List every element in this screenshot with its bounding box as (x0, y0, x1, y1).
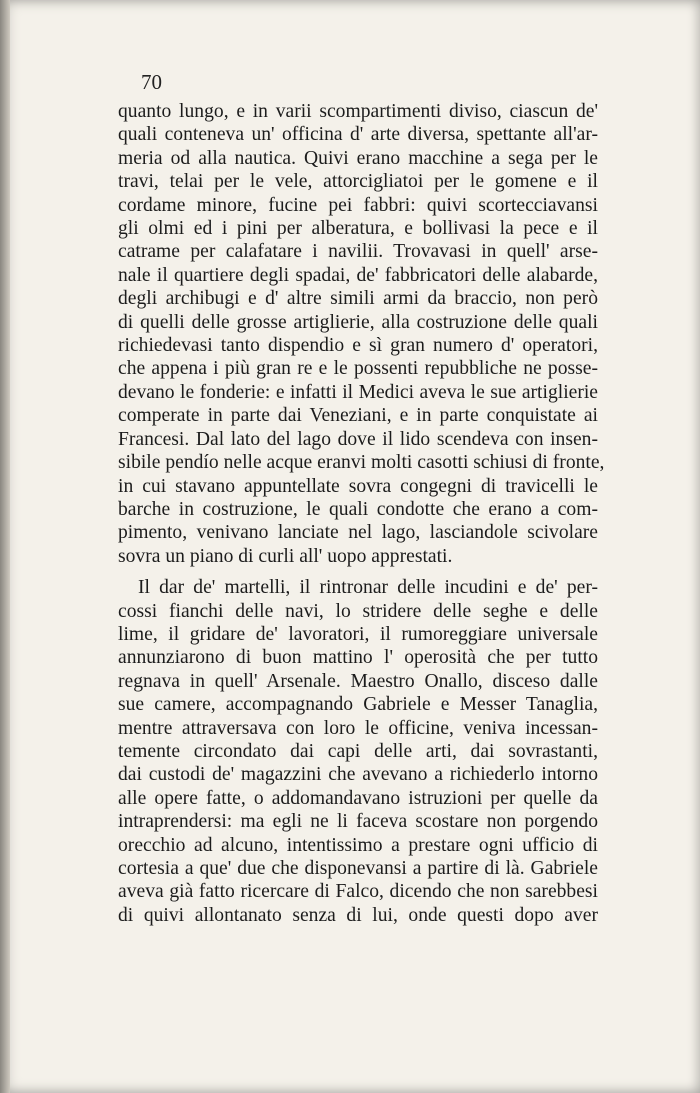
paragraph-1 (118, 100, 605, 568)
text-line: cortesia a que' due che disponevansi a partire di là. Gabriele (118, 858, 598, 879)
text-line: degli archibugi e d' altre simili armi da braccio, non però (118, 288, 598, 310)
text-line: meria od alla nautica. Quivi erano macchine a sega per le (118, 147, 598, 169)
text-line: dai custodi de' magazzini che avevano a richiederlo intorno (118, 764, 598, 786)
text-line: devano le fonderie: e infatti il Medici aveva le sue artiglierie (118, 381, 598, 403)
text-line: sue camere, accompagnando Gabriele e Messer Tanaglia, (118, 694, 598, 716)
text-line: Il dar de' martelli, il rintronar delle incudini e de' per- (138, 577, 598, 599)
text-line: travi, telai per le vele, attorcigliatoi per le gomene e il (118, 171, 598, 193)
text-line: quanto lungo, e in varii scompartimenti diviso, ciascun de' (118, 101, 598, 122)
text-line: cossi fianchi delle navi, lo stridere delle seghe e delle (118, 600, 598, 622)
text-line: quali conteneva un' officina d' arte diversa, spettante all'ar- (118, 124, 598, 146)
text-line: di quelli delle grosse artiglierie, alla costruzione delle quali (118, 311, 598, 333)
text-line: catrame per calafatare i navilii. Trovavasi in quell' arse- (118, 241, 598, 263)
text-line: Francesi. Dal lato del lago dove il lido scendeva con insen- (118, 428, 598, 450)
text-line: che appena i più gran re e le possenti repubbliche ne posse- (118, 358, 598, 380)
text-line: alle opere fatte, o addomandavano istruzioni per quelle da (118, 787, 598, 809)
text-line: in cui stavano appuntellate sovra congegni di travicelli le (118, 475, 598, 497)
text-line: temente circondato dai capi delle arti, dai sovrastanti, (118, 740, 598, 762)
text-line: gli olmi ed i pini per alberatura, e bollivasi la pece e il (118, 218, 598, 240)
text-line: intraprendersi: ma egli ne li faceva scostare non porgendo (118, 811, 598, 833)
text-line: orecchio ad alcuno, intentissimo a prestare ogni ufficio di (118, 834, 598, 856)
text-line: regnava in quell' Arsenale. Maestro Onallo, disceso dalle (118, 670, 598, 692)
text-line: comperate in parte dai Veneziani, e in parte conquistate ai (118, 405, 598, 427)
text-line: di quivi allontanato senza di lui, onde questi dopo aver (118, 904, 598, 926)
text-line: mentre attraversava con loro le officine, veniva incessan- (118, 717, 598, 739)
page-gutter-shadow (0, 0, 10, 1093)
text-line: nale il quartiere degli spadai, de' fabbricatori delle alabarde, (118, 264, 598, 286)
body-text (118, 100, 605, 927)
text-line: annunziarono di buon mattino l' operosità che per tutto (118, 647, 598, 669)
text-line: barche in costruzione, le quali condotte che erano a com- (118, 498, 598, 520)
text-line: richiedevasi tanto dispendio e sì gran numero d' operatori, (118, 335, 598, 357)
text-line: pimento, venivano lanciate nel lago, lasciandole scivolare (118, 522, 598, 544)
page-number: 70 (141, 70, 162, 94)
text-line: aveva già fatto ricercare di Falco, dicendo che non sarebbesi (118, 881, 598, 903)
text-line: lime, il gridare de' lavoratori, il rumoreggiare universale (118, 623, 598, 645)
text-line: sovra un piano di curli all' uopo apprestati. (118, 545, 453, 567)
text-line: sibile pendío nelle acque eranvi molti casotti schiusi di fronte, (118, 452, 605, 474)
text-line: cordame minore, fucine pei fabbri: quivi scortecciavansi (118, 194, 598, 216)
paragraph-2 (118, 576, 598, 927)
